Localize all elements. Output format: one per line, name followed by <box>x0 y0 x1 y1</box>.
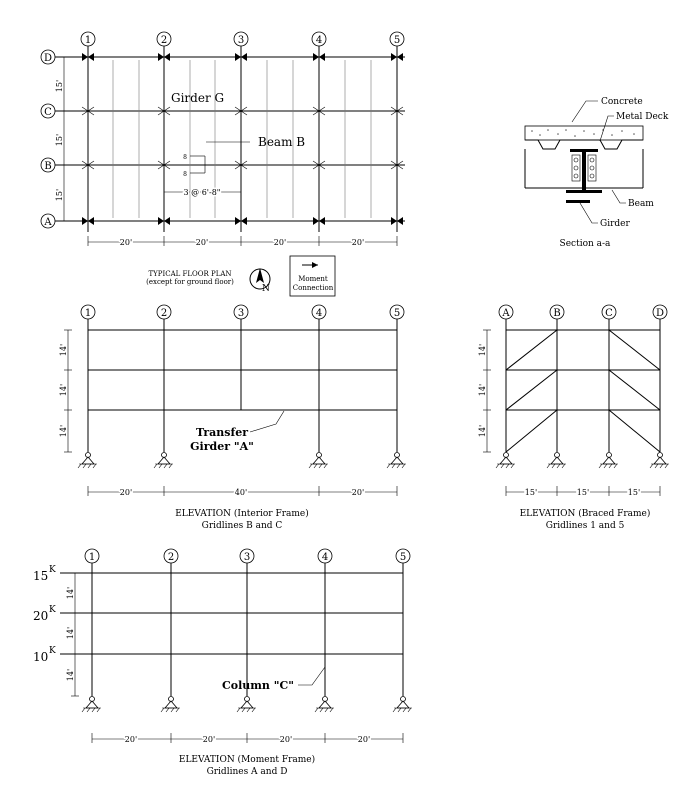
moment-bubble-3: 3 <box>243 552 251 563</box>
moment-bay-dim-2: 20' <box>202 735 216 744</box>
column-c-label: Column "C" <box>222 679 294 692</box>
braced-bubble-D: D <box>655 308 665 319</box>
moment-column-bubbles <box>85 549 410 563</box>
section-mark-bottom: 8 <box>183 171 187 178</box>
interior-bay-dim-3: 20' <box>351 488 365 497</box>
plan-bay-dim-3: 20' <box>273 238 287 247</box>
section-girder-label: Girder <box>600 219 630 229</box>
plan-bay-dim-2: 20' <box>195 238 209 247</box>
braced-story-dim-2: 14' <box>478 383 487 397</box>
moment-story-dim-1: 14' <box>66 586 75 600</box>
braced-story-dim-3: 14' <box>478 424 487 438</box>
plan-bubble-C-label: C <box>44 107 52 118</box>
interior-column-bubbles <box>81 305 404 319</box>
interior-bay-dim-1: 20' <box>119 488 133 497</box>
interior-bay-dim-2: 40' <box>234 488 248 497</box>
moment-frame-elevation <box>33 549 412 777</box>
interior-bubble-4: 4 <box>315 308 323 319</box>
section-title: Section a-a <box>559 239 611 249</box>
section-a-a <box>525 97 669 249</box>
load-2-unit: K <box>49 605 56 615</box>
beam-spacing-label: 3 @ 6'-8" <box>183 188 221 197</box>
section-mark-top: 8 <box>183 154 187 161</box>
plan-bubble-2-label: 2 <box>160 35 168 46</box>
braced-story-dim-1: 14' <box>478 343 487 357</box>
transfer-girder-label-1: Transfer <box>195 426 249 439</box>
moment-lateral-loads <box>33 565 56 664</box>
braced-elevation-title: ELEVATION (Braced Frame) <box>519 509 651 519</box>
plan-bay-dim-4: 20' <box>351 238 365 247</box>
plan-bubble-A-label: A <box>44 217 52 228</box>
moment-bubble-4: 4 <box>321 552 329 563</box>
plan-row-dimensions <box>55 57 68 221</box>
moment-pin-supports <box>82 697 412 713</box>
legend-line1: Moment <box>298 275 328 283</box>
braced-elevation-subtitle: Gridlines 1 and 5 <box>545 521 625 531</box>
load-1-unit: K <box>49 565 56 575</box>
beam-b-label: Beam B <box>258 135 306 149</box>
braced-column-bubbles <box>499 305 667 319</box>
moment-elevation-title: ELEVATION (Moment Frame) <box>178 755 316 765</box>
legend-line2: Connection <box>292 284 334 292</box>
braced-bay-dim-3: 15' <box>627 488 641 497</box>
interior-bubble-5: 5 <box>393 308 401 319</box>
interior-bubble-2: 2 <box>160 308 168 319</box>
braced-frame-elevation <box>478 305 669 531</box>
section-beam-label: Beam <box>628 199 654 209</box>
interior-story-dim-1: 14' <box>59 343 68 357</box>
floor-plan <box>41 32 405 296</box>
load-2-value: 20 <box>33 609 49 623</box>
plan-title: TYPICAL FLOOR PLAN <box>148 270 232 278</box>
plan-row-dim-2: 15' <box>55 133 64 147</box>
plan-moment-connections <box>82 53 403 225</box>
load-3-value: 10 <box>33 650 49 664</box>
braced-pin-supports <box>496 453 669 469</box>
plan-bay-dim-1: 20' <box>119 238 133 247</box>
plan-bubble-5-label: 5 <box>393 35 401 46</box>
moment-story-dim-3: 14' <box>66 668 75 682</box>
plan-subtitle: (except for ground floor) <box>146 278 234 286</box>
plan-bubble-3-label: 3 <box>237 35 245 46</box>
moment-bubble-1: 1 <box>88 552 96 563</box>
load-3-unit: K <box>49 646 56 656</box>
north-label: N <box>262 284 270 294</box>
plan-column-lines <box>88 46 397 232</box>
load-1-value: 15 <box>33 569 49 583</box>
moment-connection-legend <box>290 256 335 296</box>
interior-bubble-3: 3 <box>237 308 245 319</box>
interior-bubble-1: 1 <box>84 308 92 319</box>
moment-bubble-2: 2 <box>167 552 175 563</box>
north-arrow-icon <box>250 268 270 294</box>
plan-row-dim-3: 15' <box>55 188 64 202</box>
interior-frame-elevation <box>59 305 406 531</box>
moment-bay-dim-1: 20' <box>124 735 138 744</box>
section-metal-deck-label: Metal Deck <box>616 112 669 122</box>
braced-bubble-C: C <box>605 308 613 319</box>
interior-story-dim-2: 14' <box>59 383 68 397</box>
moment-story-dim-2: 14' <box>66 626 75 640</box>
moment-bubble-5: 5 <box>399 552 407 563</box>
plan-beam-spacing-callout <box>164 154 241 197</box>
transfer-girder-label-2: Girder "A" <box>190 440 254 453</box>
plan-row-dim-1: 15' <box>55 79 64 93</box>
plan-bubble-4-label: 4 <box>315 35 323 46</box>
moment-bay-dim-3: 20' <box>279 735 293 744</box>
plan-bubble-D-label: D <box>43 53 53 64</box>
interior-elevation-subtitle: Gridlines B and C <box>201 521 283 531</box>
plan-girder-lines <box>55 57 405 221</box>
braced-bay-dim-1: 15' <box>524 488 538 497</box>
braced-bubble-A: A <box>502 308 510 319</box>
moment-bay-dim-4: 20' <box>357 735 371 744</box>
plan-column-bubbles <box>81 32 404 46</box>
interior-story-dim-3: 14' <box>59 424 68 438</box>
plan-row-bubbles <box>41 50 55 228</box>
plan-infill-beams <box>113 60 371 218</box>
plan-bubble-1-label: 1 <box>84 35 92 46</box>
braced-bubble-B: B <box>553 308 561 319</box>
interior-pin-supports <box>78 453 406 469</box>
plan-bubble-B-label: B <box>44 161 52 172</box>
plan-bay-dimensions <box>88 236 397 247</box>
section-concrete-label: Concrete <box>601 97 643 107</box>
girder-g-label: Girder G <box>171 91 225 105</box>
interior-elevation-title: ELEVATION (Interior Frame) <box>175 509 309 519</box>
braced-bay-dim-2: 15' <box>576 488 590 497</box>
moment-elevation-subtitle: Gridlines A and D <box>206 767 288 777</box>
